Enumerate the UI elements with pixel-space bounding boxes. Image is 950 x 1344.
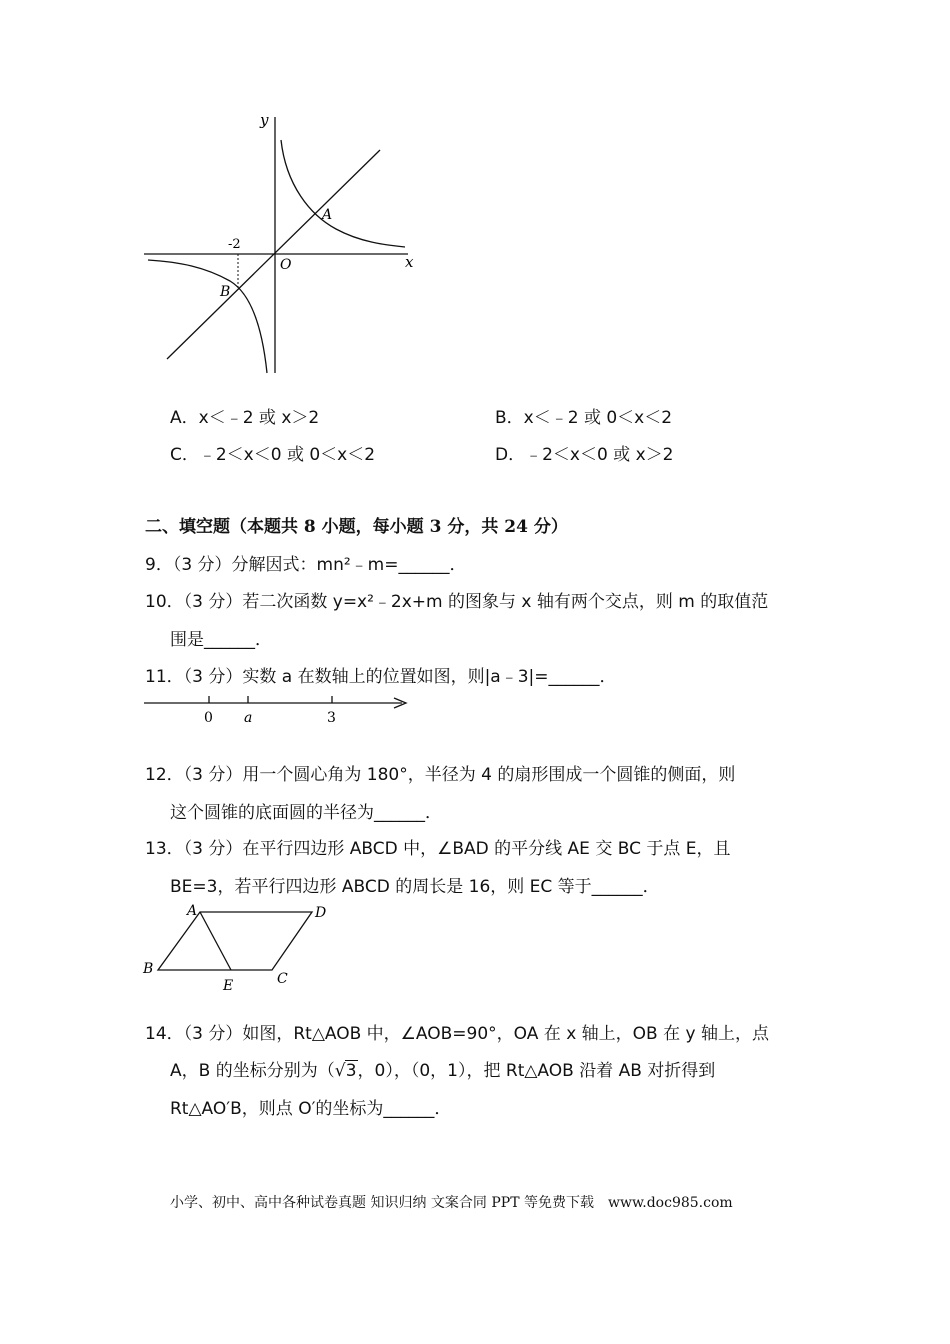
number-line bbox=[140, 690, 415, 730]
point-e-label: E bbox=[223, 978, 234, 994]
point-b-label: B bbox=[220, 284, 231, 300]
question-9: 9．（3 分）分解因式：mn²﹣m=______． bbox=[145, 555, 467, 575]
vertex-d-label: D bbox=[315, 905, 327, 921]
parallelogram-shape bbox=[158, 912, 312, 970]
origin-label: O bbox=[280, 257, 292, 273]
question-14-line-2-post: ，0），（0，1），把 Rt△AOB 沿着 AB 对折得到 bbox=[357, 1061, 716, 1081]
hyperbola-branch-1 bbox=[281, 140, 405, 247]
option-d: D．﹣2＜x＜0 或 x＞2 bbox=[495, 445, 674, 465]
question-14-line-3: Rt△AO′B，则点 O′的坐标为______． bbox=[170, 1099, 452, 1119]
question-11: 11．（3 分）实数 a 在数轴上的位置如图，则|a﹣3|=______． bbox=[145, 667, 617, 687]
vertex-c-label: C bbox=[277, 971, 288, 987]
sqrt-radicand: 3 bbox=[345, 1061, 357, 1081]
question-14-line-1: 14．（3 分）如图，Rt△AOB 中，∠AOB=90°，OA 在 x 轴上，OB 在 y 轴上，点 bbox=[145, 1024, 769, 1044]
question-12-line-1: 12．（3 分）用一个圆心角为 180°，半径为 4 的扇形围成一个圆锥的侧面，则 bbox=[145, 765, 736, 785]
question-14-line-2-pre: A，B 的坐标分别为（ bbox=[170, 1061, 335, 1081]
question-13-line-1: 13．（3 分）在平行四边形 ABCD 中，∠BAD 的平分线 AE 交 BC 于点 E，且 bbox=[145, 839, 731, 859]
question-10-line-1: 10．（3 分）若二次函数 y=x²﹣2x+m 的图象与 x 轴有两个交点，则 m 的取值范 bbox=[145, 592, 769, 612]
option-a: A．x＜﹣2 或 x＞2 bbox=[170, 408, 320, 428]
function-graph bbox=[140, 105, 430, 380]
tick-a-label: a bbox=[244, 710, 253, 726]
section-title: 二、填空题（本题共 8 小题，每小题 3 分，共 24 分） bbox=[145, 517, 568, 537]
question-10-line-2: 围是______． bbox=[170, 630, 272, 650]
point-a-label: A bbox=[322, 207, 333, 223]
tick-neg2-label: -2 bbox=[228, 237, 241, 252]
question-13-line-2: BE=3，若平行四边形 ABCD 的周长是 16，则 EC 等于______． bbox=[170, 877, 660, 897]
vertex-a-label: A bbox=[187, 903, 198, 919]
hyperbola-branch-2 bbox=[148, 260, 267, 373]
option-c: C．﹣2＜x＜0 或 0＜x＜2 bbox=[170, 445, 376, 465]
question-14-line-2 bbox=[170, 1056, 715, 1081]
x-axis-label: x bbox=[405, 253, 414, 271]
segment-ae bbox=[200, 912, 231, 970]
tick-3-label: 3 bbox=[327, 710, 336, 726]
parallelogram-figure bbox=[140, 900, 340, 995]
y-axis-label: y bbox=[260, 111, 269, 129]
option-b: B．x＜﹣2 或 0＜x＜2 bbox=[495, 408, 673, 428]
radical-sign: √ bbox=[334, 1061, 346, 1081]
vertex-b-label: B bbox=[143, 961, 154, 977]
tick-0-label: 0 bbox=[204, 710, 213, 726]
page-footer: 小学、初中、高中各种试卷真题 知识归纳 文案合同 PPT 等免费下载 www.doc985.com bbox=[170, 1195, 733, 1211]
sqrt-symbol bbox=[335, 1061, 358, 1081]
question-12-line-2: 这个圆锥的底面圆的半径为______． bbox=[170, 803, 442, 823]
